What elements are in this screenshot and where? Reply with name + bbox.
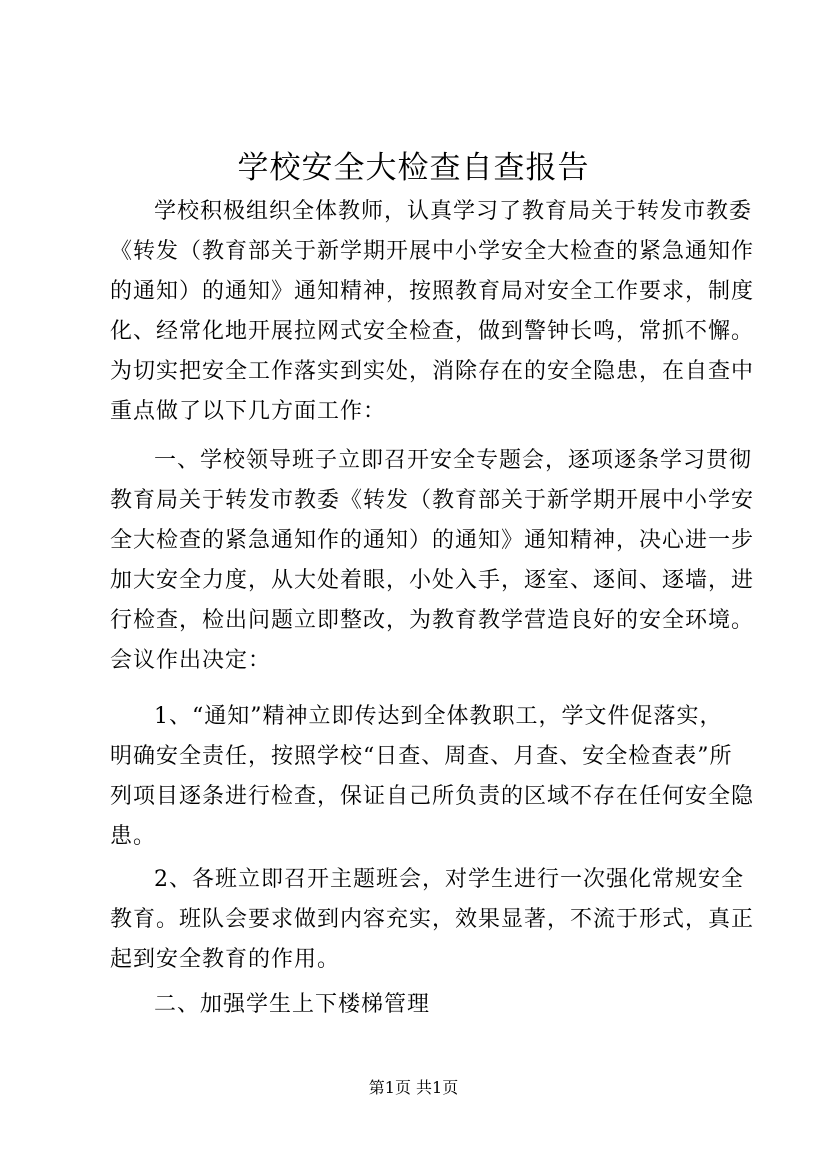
text-line: 学校积极组织全体教师，认真学习了教育局关于转发市教委	[154, 199, 753, 224]
text-line: 《转发（教育部关于新学期开展中小学安全大检查的紧急通知作	[110, 239, 755, 264]
text-line: 2、各班立即召开主题班会，对学生进行一次强化常规安全	[154, 867, 744, 892]
page-footer: 第1页 共1页	[368, 1078, 459, 1097]
text-line: 患。	[110, 824, 157, 849]
text-line: 一、学校领导班子立即召开安全专题会，逐项逐条学习贯彻	[154, 448, 753, 473]
paragraph-item-one	[110, 697, 755, 857]
text-line: 为切实把安全工作落实到实处，消除存在的安全隐患，在自查中	[110, 359, 755, 384]
text-line: 重点做了以下几方面工作：	[110, 399, 387, 424]
paragraph-item-two	[110, 860, 755, 980]
text-line: 列项目逐条进行检查，保证自己所负责的区域不存在任何安全隐	[110, 784, 755, 809]
text-line: 全大检查的紧急通知作的通知）的通知》通知精神，决心进一步	[110, 528, 755, 553]
text-line: 教育。班队会要求做到内容充实，效果显著，不流于形式，真正	[110, 907, 755, 932]
document-title: 学校安全大检查自查报告	[237, 150, 590, 186]
text-line: 起到安全教育的作用。	[110, 947, 341, 972]
paragraph-section-one	[110, 441, 755, 681]
text-line: 明确安全责任，按照学校“日查、周查、月查、安全检查表”所	[110, 744, 733, 769]
text-line: 教育局关于转发市教委《转发（教育部关于新学期开展中小学安	[110, 488, 755, 513]
text-line: 化、经常化地开展拉网式安全检查，做到警钟长鸣，常抓不懈。	[110, 319, 755, 344]
text-line: 二、加强学生上下楼梯管理	[154, 992, 431, 1017]
text-line: 的通知）的通知》通知精神，按照教育局对安全工作要求，制度	[110, 279, 755, 304]
text-line: 加大安全力度，从大处着眼，小处入手，逐室、逐间、逐墙，进	[110, 568, 755, 593]
paragraph-section-two	[110, 985, 736, 1025]
paragraph-intro	[110, 192, 755, 432]
text-line: 1、“通知”精神立即传达到全体教职工，学文件促落实，	[154, 704, 723, 729]
text-line: 会议作出决定：	[110, 648, 272, 673]
text-line: 行检查，检出问题立即整改，为教育教学营造良好的安全环境。	[110, 608, 755, 633]
